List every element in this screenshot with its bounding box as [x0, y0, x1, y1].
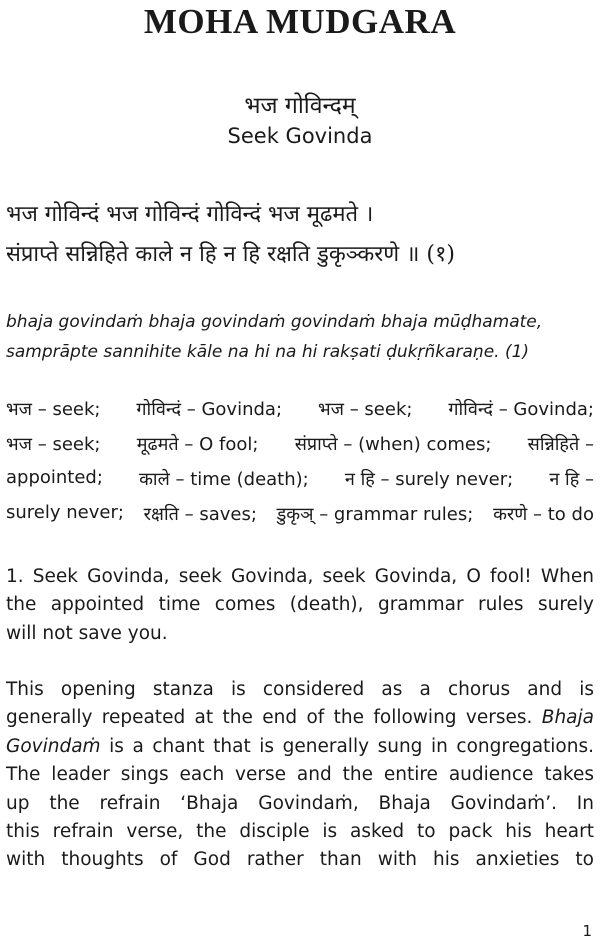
- gloss-word: काले: [139, 469, 170, 490]
- glossary-line-3: appointed; काले – time (death); न हि – surely never; न हि –: [6, 467, 594, 490]
- gloss-meaning: appointed;: [6, 467, 103, 488]
- gloss-meaning: surely never;: [6, 502, 124, 523]
- glossary-line-1: भज – seek; गोविन्दं – Govinda; भज – seek; गोविन्दं – Govinda;: [6, 399, 594, 420]
- gloss-word: मूढमते: [136, 434, 179, 455]
- commentary-line: [6, 733, 594, 761]
- translation-line: 1. Seek Govinda, seek Govinda, seek Govinda, O fool! When: [6, 566, 594, 587]
- translation-line: will not save you.: [6, 622, 168, 644]
- page-title: MOHA MUDGARA: [143, 2, 457, 41]
- gloss-word: गोविन्दं: [136, 399, 182, 420]
- english-heading: Seek Govinda: [227, 124, 373, 148]
- sanskrit-heading: भज गोविन्दम्: [244, 93, 356, 119]
- gloss-word: भज: [317, 399, 344, 420]
- verse-line-2: संप्राप्ते सन्निहिते काले न हि न हि रक्षति डुकृञ्करणे ॥ (१): [6, 242, 455, 267]
- gloss-meaning: Govinda;: [201, 399, 283, 420]
- transliteration-line-2: samprāpte sannihite kāle na hi na hi rakṣati ḍukṛñkaraṇe. (1): [6, 342, 530, 362]
- gloss-meaning: (when) comes;: [358, 434, 492, 455]
- page-number: 1: [582, 922, 592, 940]
- commentary-italic: Bhaja: [541, 707, 594, 729]
- gloss-meaning: surely never;: [395, 469, 514, 490]
- glossary-line-2: भज – seek; मूढमते – O fool; संप्राप्ते – (when) comes; सन्निहिते –: [6, 434, 594, 455]
- gloss-meaning: seek;: [52, 434, 101, 455]
- gloss-meaning: saves;: [199, 504, 257, 525]
- translation-paragraph: [6, 563, 594, 648]
- gloss-word: न हि: [344, 469, 375, 490]
- commentary-line: this refrain verse, the disciple is asked to pack his heart: [6, 820, 594, 842]
- gloss-meaning: grammar rules;: [333, 504, 474, 525]
- gloss-word: सन्निहिते: [527, 434, 580, 455]
- gloss-meaning: O fool;: [199, 434, 259, 455]
- gloss-word: न हि: [549, 469, 580, 490]
- gloss-word: संप्राप्ते: [294, 434, 338, 455]
- transliteration-line-1: bhaja govindaṁ bhaja govindaṁ govindaṁ bhaja mūḍhamate,: [6, 312, 543, 332]
- commentary-line: up the refrain ‘Bhaja Govindaṁ, Bhaja Govindaṁ’. In: [6, 792, 594, 814]
- gloss-meaning: time (death);: [190, 469, 309, 490]
- gloss-word: गोविन्दं: [448, 399, 493, 420]
- commentary-text: is a chant that is generally sung in congregations.: [100, 735, 594, 757]
- commentary-italic: Govindaṁ: [6, 735, 101, 757]
- commentary-line: This opening stanza is considered as a chorus and is: [6, 679, 594, 700]
- commentary-paragraph: [6, 676, 594, 875]
- commentary-text: generally repeated at the end of the following verses.: [6, 707, 533, 729]
- glossary-line-4: surely never; रक्षति – saves; डुकृञ् – grammar rules; करणे – to do: [6, 502, 594, 525]
- gloss-word: भज: [6, 399, 33, 420]
- translation-line: the appointed time comes (death), grammar rules surely: [6, 594, 594, 616]
- commentary-line-with-italic: [6, 704, 594, 732]
- gloss-word: करणे: [493, 504, 528, 525]
- commentary-line: with thoughts of God rather than with his anxieties to: [6, 849, 594, 871]
- commentary-line: The leader sings each verse and the entire audience takes: [6, 764, 594, 786]
- gloss-meaning: to do: [547, 504, 594, 525]
- gloss-meaning: seek;: [52, 399, 101, 420]
- gloss-word: भज: [6, 434, 33, 455]
- gloss-meaning: seek;: [364, 399, 413, 420]
- verse-line-1: भज गोविन्दं भज गोविन्दं गोविन्दं भज मूढमते ।: [6, 202, 374, 227]
- gloss-meaning: Govinda;: [513, 399, 594, 420]
- gloss-word: डुकृञ्: [276, 504, 314, 525]
- gloss-word: रक्षति: [143, 504, 179, 525]
